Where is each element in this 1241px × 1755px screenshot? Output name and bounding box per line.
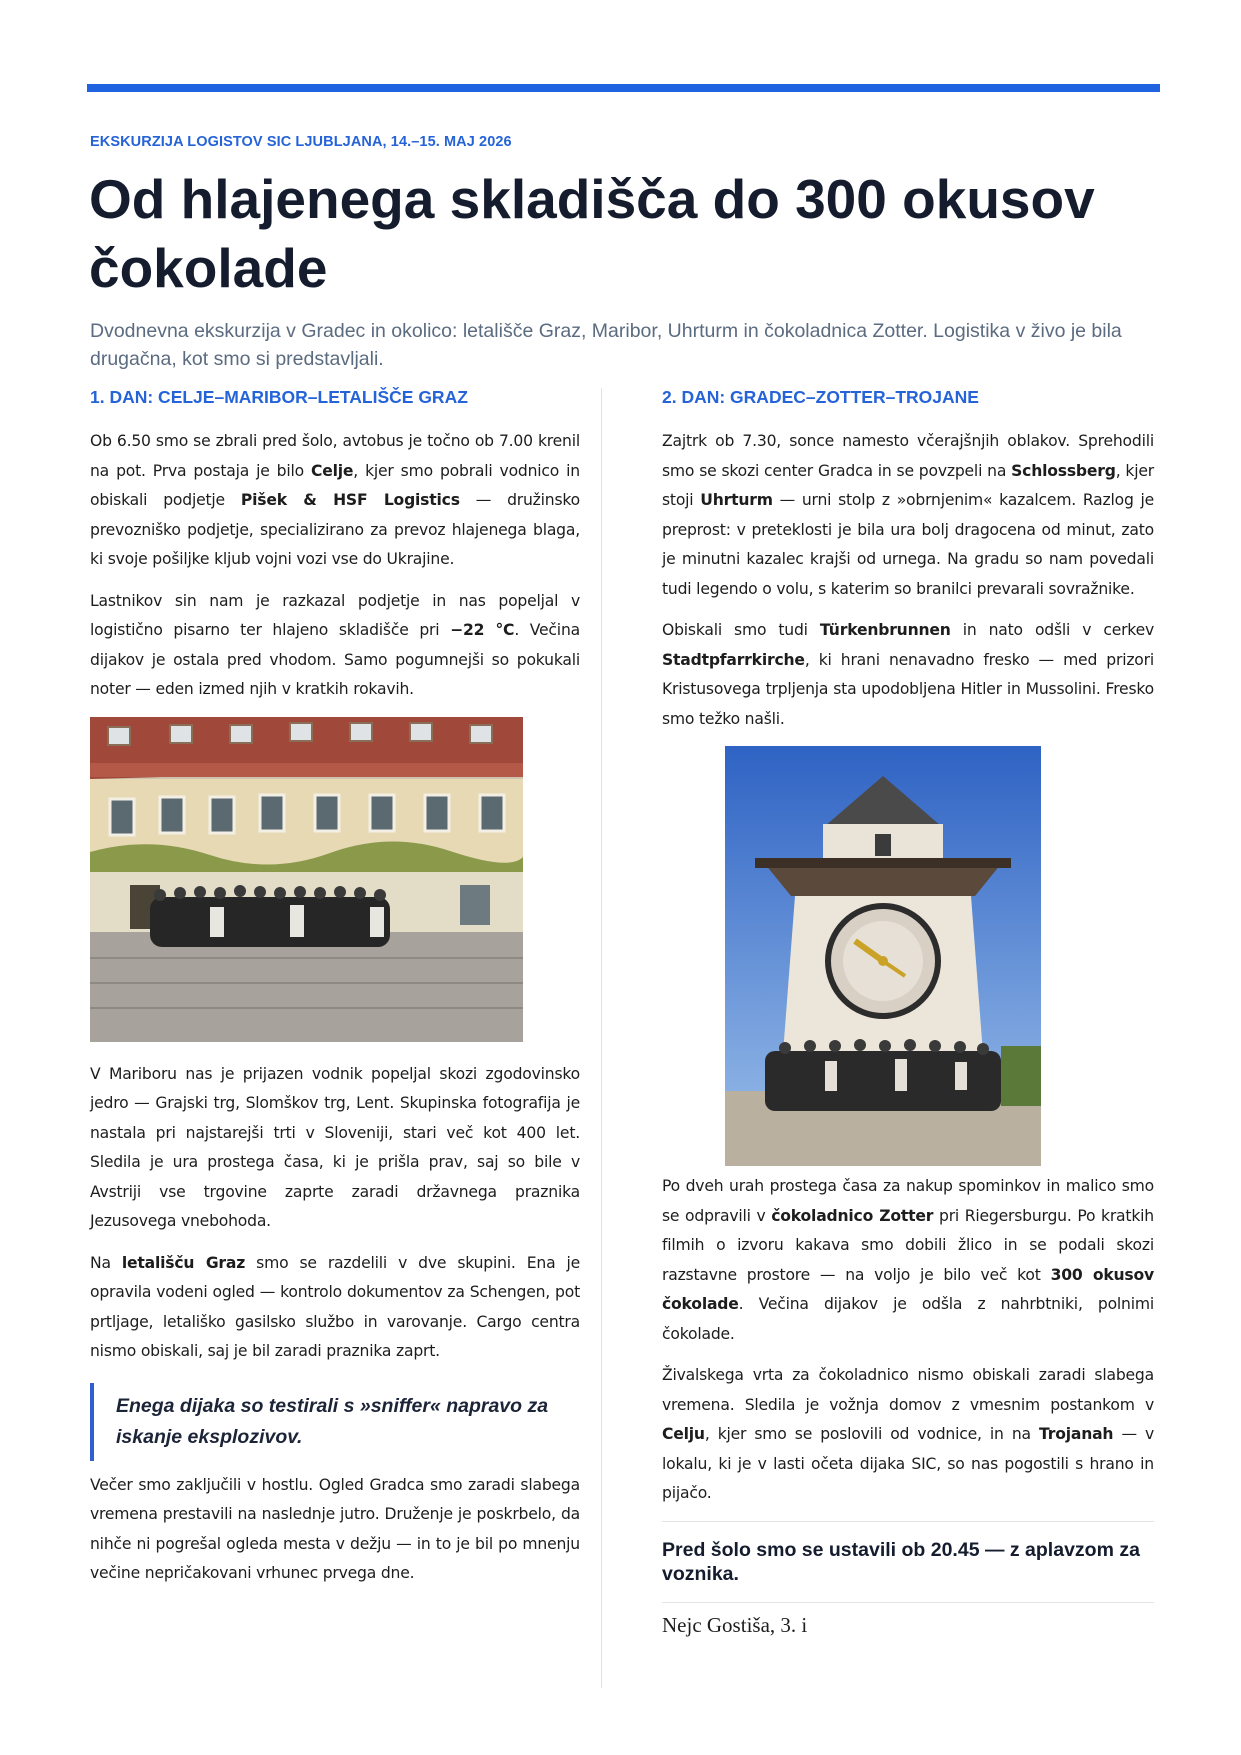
day2-paragraph-4: Živalskega vrta za čokoladnico nismo obiskali zaradi slabega vremena. Sledila je vožnja domov z vmesnim postankom v Celju, kjer smo se poslovili od vodnice, in na Trojanah — v lokalu, ki je v lasti očeta dijaka SIC, so nas pogostili s hrano in pijačo. bbox=[662, 1366, 1154, 1502]
signoff-block bbox=[662, 1602, 1154, 1638]
day1-paragraph-2: Lastnikov sin nam je razkazal podjetje in nas popeljal v logistično pisarno ter hlajeno skladišče pri −22 °C. Večina dijakov je ostala pred vhodom. Samo pogumnejši so pokukali noter — eden izmed njih v kratkih rokavih. bbox=[90, 591, 580, 698]
clock-tower-photo bbox=[725, 746, 1041, 1166]
group-photo-maribor bbox=[90, 717, 523, 1042]
column-divider bbox=[601, 388, 602, 1688]
day2-paragraph-3: Po dveh urah prostega časa za nakup spominkov in malico smo se odpravili v čokoladnico Zotter pri Riegersburgu. Po kratkih filmih o izvoru kakava smo dobili žlico in se podali skozi razstavne prostore — na voljo je bilo več kot 300 okusov čokolade. Večina dijakov je odšla z nahrbtniki, polnimi čokolade. bbox=[662, 1177, 1154, 1343]
day2-heading: 2. DAN: GRADEC–ZOTTER–TROJANE bbox=[662, 387, 979, 407]
day1-column bbox=[90, 385, 580, 1601]
day2-column bbox=[662, 385, 1154, 1638]
closing-block bbox=[662, 1521, 1154, 1586]
day1-paragraph-3: V Mariboru nas je prijazen vodnik popeljal skozi zgodovinsko jedro — Grajski trg, Slomškov trg, Lent. Skupinska fotografija je nastala pri najstarejši trti v Sloveniji, stari več kot 400 let. Sledila je ura prostega časa, ki je prišla prav, saj so bile v Avstriji vse trgovine zaprte zaradi državnega praznika Jezusovega vnebohoda. bbox=[90, 1064, 580, 1230]
pull-quote bbox=[90, 1383, 580, 1461]
top-accent-bar bbox=[87, 84, 1160, 92]
author-name: Nejc Gostiša, 3. i bbox=[662, 1612, 808, 1637]
day1-paragraph-5: Večer smo zaključili v hostlu. Ogled Gradca smo zaradi slabega vremena prestavili na naslednje jutro. Druženje je poskrbelo, da nihče ni pogrešal ogleda mesta v dežju — in to je bil po mnenju večine nepričakovani vrhunec prvega dne. bbox=[90, 1475, 580, 1582]
kicker: EKSKURZIJA LOGISTOV SIC LJUBLJANA, 14.–15. MAJ 2026 bbox=[90, 134, 512, 150]
lede: Dvodnevna ekskurzija v Gradec in okolico: letališče Graz, Maribor, Uhrturm in čokoladnica Zotter. Logistika v živo je bila drugačna, kot smo si predstavljali. bbox=[90, 320, 1122, 370]
pull-quote-text: Enega dijaka so testirali s »sniffer« napravo za iskanje eksplozivov. bbox=[116, 1394, 549, 1448]
day1-paragraph-4: Na letališču Graz smo se razdelili v dve skupini. Ena je opravila vodeni ogled — kontrolo dokumentov za Schengen, pot prtljage, letališko gasilsko službo in varovanje. Cargo centra nismo obiskali, saj je bil zaradi praznika zaprt. bbox=[90, 1253, 581, 1360]
day1-heading: 1. DAN: CELJE–MARIBOR–LETALIŠČE GRAZ bbox=[90, 387, 468, 407]
day2-paragraph-1: Zajtrk ob 7.30, sonce namesto včerajšnjih oblakov. Sprehodili smo se skozi center Gradca in se povzpeli na Schlossberg, kjer stoji Uhrturm — urni stolp z »obrnjenim« kazalcem. Razlog je preprost: v preteklosti je bila ura bolj dragocena od minut, zato je minutni kazalec krajši od urnega. Na gradu so nam povedali tudi legendo o volu, s katerim so branilci prevarali sovražnike. bbox=[662, 432, 1155, 598]
day1-paragraph-1: Ob 6.50 smo se zbrali pred šolo, avtobus je točno ob 7.00 krenil na pot. Prva postaja je bilo Celje, kjer smo pobrali vodnico in obiskali podjetje Pišek & HSF Logistics — družinsko prevozniško podjetje, specializirano za prevoz hlajenega blaga, ki svoje pošiljke kljub vojni vozi vse do Ukrajine. bbox=[90, 432, 580, 568]
page-title: Od hlajenega skladišča do 300 okusov čokolade bbox=[89, 168, 1095, 299]
closing-line: Pred šolo smo se ustavili ob 20.45 — z aplavzom za voznika. bbox=[662, 1538, 1140, 1585]
day2-paragraph-2: Obiskali smo tudi Türkenbrunnen in nato odšli v cerkev Stadtpfarrkirche, ki hrani nenavadno fresko — med prizori Kristusovega trpljenja sta upodobljena Hitler in Mussolini. Fresko smo težko našli. bbox=[662, 621, 1154, 728]
